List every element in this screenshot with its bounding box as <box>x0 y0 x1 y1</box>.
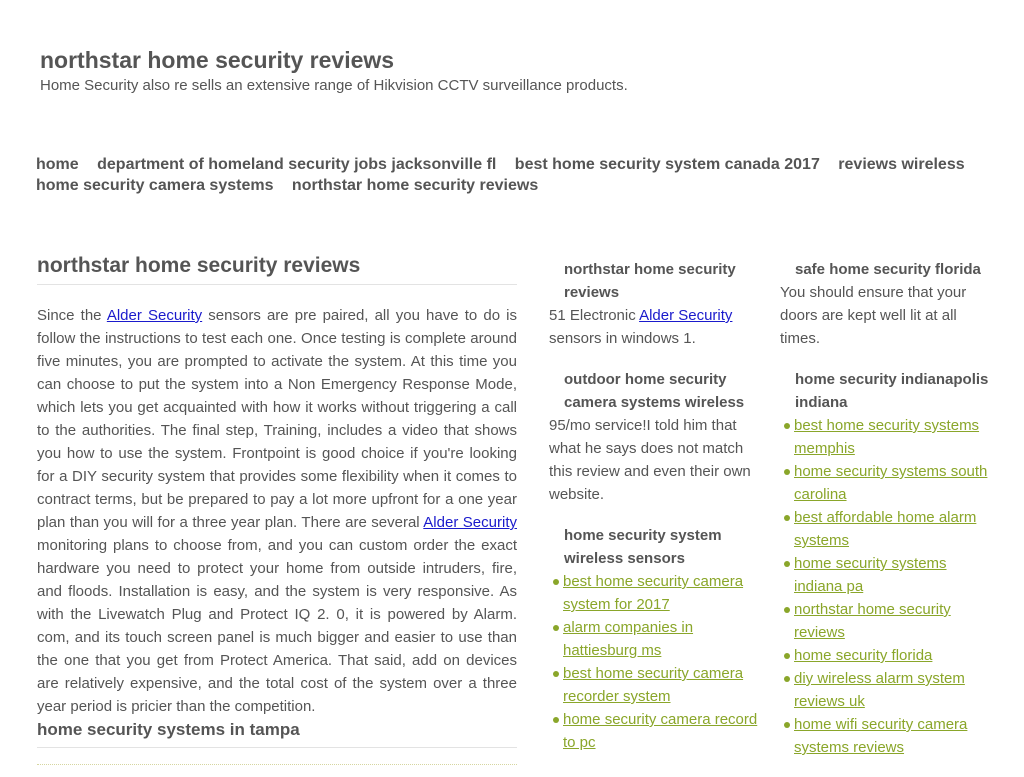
widget-safe-home-florida <box>780 258 992 350</box>
site-title[interactable]: northstar home security reviews <box>40 47 395 73</box>
list-item <box>563 616 761 662</box>
sidebar-column-2 <box>780 258 992 777</box>
list-item <box>563 662 761 708</box>
list-link[interactable]: best home security systems memphis <box>794 417 980 457</box>
alder-security-link-2[interactable]: Alder Security <box>423 514 517 531</box>
widget-text: You should ensure that your doors are kept well lit at all times. <box>780 284 967 347</box>
nav-item-home[interactable]: home <box>36 156 79 173</box>
nav-item-homeland-security-jobs[interactable]: department of homeland security jobs jacksonville fl <box>97 156 497 173</box>
post-text-3: monitoring plans to choose from, and you can custom order the exact hardware you need to protect your home from outside intruders, fire, and floods. Installation is easy, and the system is very responsive. As with the Livewatch Plug and Protect IQ 2. 0, it is powered by Alarm. com, and its touch screen panel is much bigger and easier to use than the one that you get from Protect America. That said, add on devices are relatively expensive, and the total cost of the system over a three year period is pricier than the competition. <box>37 537 517 715</box>
post-title: northstar home security reviews <box>37 252 517 285</box>
widget-text <box>549 304 761 350</box>
list-item <box>794 667 992 713</box>
list-item <box>794 414 992 460</box>
widget-text: 95/mo service!I told him that what he says does not match this review and even their own website. <box>549 417 751 503</box>
list-item <box>794 552 992 598</box>
widget-outdoor-camera <box>549 368 761 506</box>
list-link[interactable]: home wifi security camera systems reviews <box>794 716 968 756</box>
list-link[interactable]: home security systems south carolina <box>794 463 988 503</box>
widget-text-1: 51 Electronic <box>549 307 640 324</box>
list-item <box>794 598 992 644</box>
widget-title: home security indianapolis indiana <box>795 371 989 411</box>
nav-item-northstar-reviews[interactable]: northstar home security reviews <box>291 177 539 194</box>
list-item <box>794 644 992 667</box>
widget-text-2: sensors in windows 1. <box>549 330 696 347</box>
list-link[interactable]: diy wireless alarm system reviews uk <box>794 670 965 710</box>
main-content <box>37 252 517 765</box>
list-link[interactable]: home security florida <box>794 647 933 664</box>
alder-security-link[interactable]: Alder Security <box>106 307 203 324</box>
list-link[interactable]: best home security camera recorder system <box>563 665 744 705</box>
nav-item-best-system-canada[interactable]: best home security system canada 2017 <box>514 156 820 173</box>
divider <box>37 764 517 765</box>
link-list <box>549 570 761 754</box>
post-text-2: sensors are pre paired, all you have to do is follow the instructions to test each one. Once testing is complete around five minutes, you are prompted to activate the system. At this time you can choose to put the system into a Non Emergency Response Mode, which lets you get acquainted with how it works without triggering a call to the authorities. The final step, Training, includes a video that shows you how to use the system. Frontpoint is good choice if you're looking for a DIY security system that provides some flexibility when it comes to contract terms, but be prepared to pay a lot more upfront for a one year plan than you will for a three year plan. There are several <box>37 307 518 531</box>
post-body <box>37 304 517 718</box>
widget-northstar <box>549 258 761 350</box>
widget-title: outdoor home security camera systems wireless <box>564 371 745 411</box>
link-list <box>780 414 992 759</box>
list-link[interactable]: northstar home security reviews <box>794 601 951 641</box>
main-nav <box>36 154 996 196</box>
site-description: Home Security also re sells an extensive range of Hikvision CCTV surveillance products. <box>40 77 628 94</box>
nav-item-wireless-camera-reviews[interactable]: reviews wireless home security camera systems <box>36 156 965 194</box>
list-link[interactable]: alarm companies in hattiesburg ms <box>563 619 694 659</box>
post-subheading: home security systems in tampa <box>37 719 517 748</box>
list-item <box>563 570 761 616</box>
list-item <box>563 708 761 754</box>
list-item <box>794 713 992 759</box>
widget-title: safe home security florida <box>795 261 981 278</box>
sidebar-column-1 <box>549 258 761 772</box>
post-text-1: Since the <box>37 307 107 324</box>
widget-indianapolis <box>780 368 992 759</box>
widget-wireless-sensors <box>549 524 761 754</box>
list-item <box>794 506 992 552</box>
list-link[interactable]: home security systems indiana pa <box>794 555 947 595</box>
list-link[interactable]: home security camera record to pc <box>563 711 758 751</box>
widget-title: northstar home security reviews <box>564 261 736 301</box>
alder-security-link-3[interactable]: Alder Security <box>639 307 733 324</box>
widget-title: home security system wireless sensors <box>564 527 722 567</box>
list-link[interactable]: best home security camera system for 2017 <box>563 573 744 613</box>
list-item <box>794 460 992 506</box>
list-link[interactable]: best affordable home alarm systems <box>794 509 977 549</box>
